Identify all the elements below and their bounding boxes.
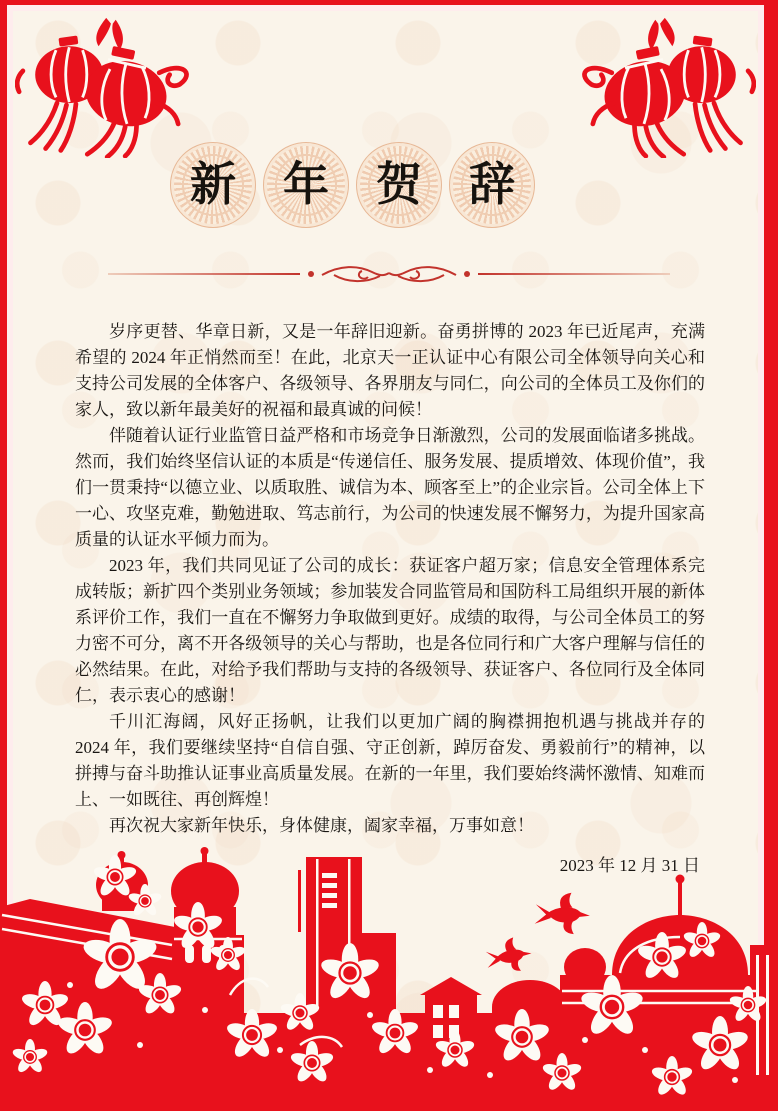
title-medallion <box>449 142 535 228</box>
paragraph-achievements: 2023 年，我们共同见证了公司的成长：获证客户超万家；信息安全管理体系完成转版；新扩四个类别业务领域；参加装发合同监管局和国防科工局组织开展的新体系评价工作，我们一直在不懈努力争取做到更好。成绩的取得，与公司全体员工的努力密不可分，离不开各级领导的关心与帮助，也是各位同行和广大客户理解与信任的必然结果。在此，对给予我们帮助与支持的各级领导、获证客户、各位同行及全体同仁，表示衷心的感谢！ <box>75 556 705 705</box>
paragraph-challenges: 伴随着认证行业监管日益严格和市场竞争日渐激烈，公司的发展面临诸多挑战。然而，我们始终坚信认证的本质是“传递信任、服务发展、提质增效、体现价值”，我们一贯秉持“以德立业、以质取胜、诚信为本、顾客至上”的企业宗旨。公司全体上下一心、攻坚克难，勤勉进取、笃志前行，为公司的快速发展不懈努力，为提升国家高质量的认证水平倾力而为。 <box>75 426 705 549</box>
cityscape-papercut <box>0 845 778 1111</box>
title-medallion <box>263 142 349 228</box>
title-char: 新 <box>190 159 236 210</box>
paragraph-wishes: 再次祝大家新年快乐，身体健康，阖家幸福，万事如意！ <box>109 816 534 835</box>
paragraph-opening: 岁序更替、华章日新，又是一年辞旧迎新。奋勇拼博的 2023 年已近尾声，充满希望的 2024 年正悄然而至！在此，北京天一正认证中心有限公司全体领导向关心和支持公司发展的全体客户、各级领导、各界朋友与同仁，向公司的全体员工及你们的家人，致以新年最美好的祝福和最真诚的问候！ <box>75 322 705 419</box>
letter-date: 2023 年 12 月 31 日 <box>559 856 700 875</box>
title-char: 贺 <box>376 159 422 210</box>
paragraph-outlook: 千川汇海阔，风好正扬帆，让我们以更加广阔的胸襟拥抱机遇与挑战并存的 2024 年，我们要继续坚持“自信自强、守正创新，踔厉奋发、勇毅前行”的精神，以拼搏与奋斗助推认证事业高质量发展。在新的一年里，我们要始终满怀激情、知难而上、一如既往、再创辉煌！ <box>75 712 705 809</box>
page-title <box>170 142 535 228</box>
divider-ornament <box>108 261 670 287</box>
divider-line-left <box>108 273 300 275</box>
lantern-papercut-icon-mirrored <box>566 16 756 158</box>
title-medallion <box>170 142 256 228</box>
letter-body <box>75 319 705 839</box>
title-char: 年 <box>283 159 329 210</box>
divider-line-right <box>478 273 670 275</box>
title-medallion <box>356 142 442 228</box>
title-char: 辞 <box>469 159 515 210</box>
lantern-papercut-icon <box>15 16 205 158</box>
divider-flourish-icon <box>304 261 474 287</box>
